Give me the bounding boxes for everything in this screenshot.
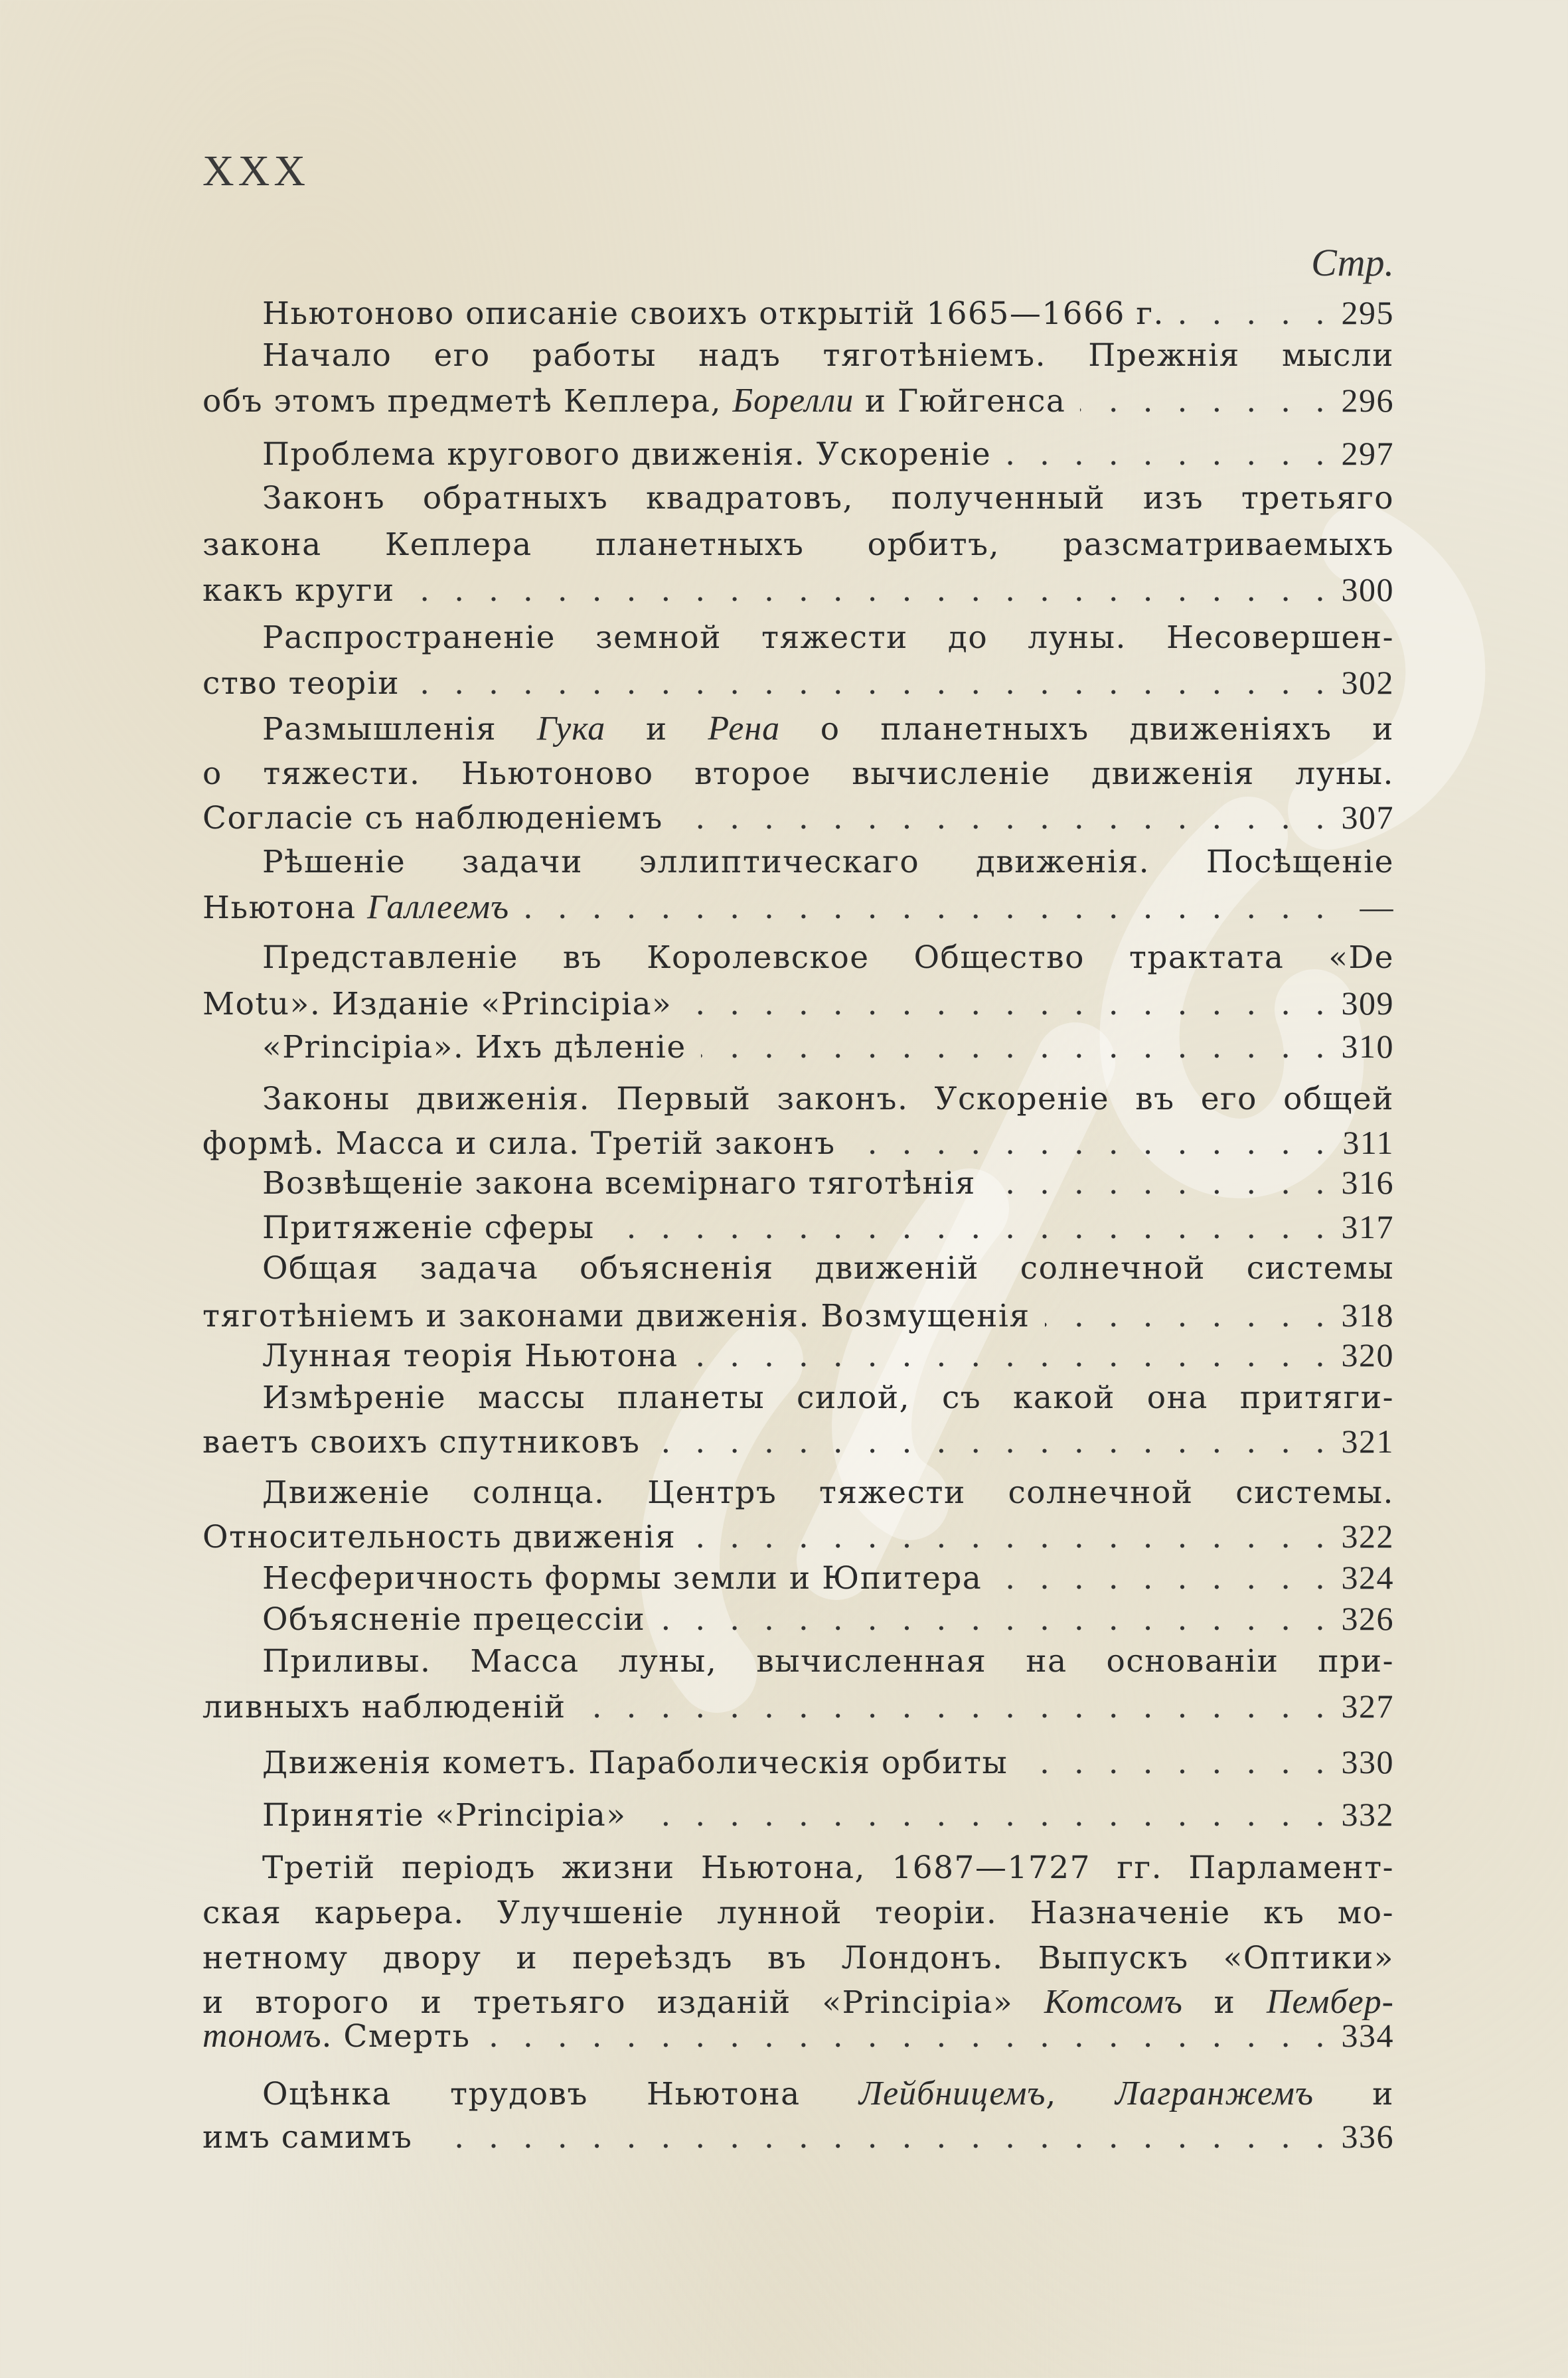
page-number: 307 <box>1341 799 1394 836</box>
dot-leader <box>655 1422 1325 1463</box>
text-segment: закона Кеплера планетныхъ орбитъ, разсматриваемыхъ <box>202 526 1394 563</box>
toc-entry-line <box>262 292 1394 333</box>
text-segment: Размышленія <box>262 711 537 748</box>
text-segment: Ньютоново описаніе своихъ открытій 1665—1666 г. <box>262 295 1164 332</box>
text-segment: о планетныхъ движеніяхъ и <box>780 711 1394 748</box>
dot-leader <box>690 1517 1325 1558</box>
toc-entry-line <box>262 1378 1394 1419</box>
toc-entry-line <box>262 1598 1394 1639</box>
dot-leader <box>485 2016 1325 2057</box>
toc-entry-line <box>262 1162 1394 1203</box>
toc-entry-continuation-line <box>202 1938 1394 1979</box>
toc-entry-line <box>262 1334 1394 1376</box>
text-segment: объ этомъ предметѣ Кеплера, <box>202 383 733 420</box>
page-number: 318 <box>1341 1297 1394 1334</box>
toc-entry-line <box>262 617 1394 659</box>
toc-entry-text <box>262 1472 1394 1514</box>
text-segment: Объясненіе прецессіи <box>262 1601 646 1638</box>
italic-name: тономъ <box>202 2017 322 2055</box>
text-segment: Общая задача объясненія движеній солнечной системы <box>262 1250 1394 1287</box>
toc-entry-text <box>262 1378 1394 1419</box>
toc-entry-continuation-line <box>202 380 1394 421</box>
toc-entry-text <box>262 1163 976 1204</box>
text-segment: Притяженіе сферы <box>262 1210 595 1246</box>
text-segment: нетному двору и переѣздъ въ Лондонъ. Выпускъ «Оптики» <box>202 1940 1394 1976</box>
italic-name: Котсомъ <box>1044 1983 1183 2021</box>
toc-entry-text <box>262 293 1164 335</box>
text-segment: «Principia». Ихъ дѣленіе <box>262 1029 686 1066</box>
text-segment: Возвѣщеніе закона всемірнаго тяготѣнія <box>262 1165 976 1202</box>
toc-entry-text <box>262 2073 1394 2115</box>
text-segment: Движенія кометъ. Параболическія орбиты <box>262 1745 1008 1781</box>
page-number: 334 <box>1341 2017 1394 2054</box>
toc-entry-text <box>262 478 1394 519</box>
text-segment: Несферичность формы земли и Юпитера <box>262 1560 982 1597</box>
text-segment: ская карьера. Улучшеніе лунной теоріи. Назначеніе къ мо- <box>202 1895 1394 1931</box>
text-segment: Приливы. Масса луны, вычисленная на основаніи при- <box>262 1643 1394 1680</box>
toc-entry-line <box>262 433 1394 474</box>
text-segment: Motu». Изданіе «Principia» <box>202 986 672 1022</box>
text-segment: имъ самимъ <box>202 2119 413 2156</box>
page-number: 321 <box>1341 1423 1394 1460</box>
page-number: — <box>1360 888 1394 925</box>
text-segment: Рѣшеніе задачи эллиптическаго движенія. Посѣщеніе <box>262 844 1394 880</box>
toc-entry-text <box>202 380 1065 422</box>
dot-leader <box>414 663 1325 704</box>
dot-leader <box>410 570 1325 611</box>
toc-entry-text <box>262 1599 645 1640</box>
text-segment: какъ круги <box>202 572 395 609</box>
text-segment: Законъ обратныхъ квадратовъ, полученный изъ третьяго <box>262 480 1394 516</box>
toc-entry-text <box>202 984 672 1025</box>
text-segment: Начало его работы надъ тяготѣніемъ. Прежнія мысли <box>262 337 1394 374</box>
text-segment: тяготѣніемъ и законами движенія. Возмущенія <box>202 1298 1030 1334</box>
toc-entry-line <box>262 1848 1394 1889</box>
toc-entry-text <box>202 2016 470 2057</box>
toc-entry-line <box>262 478 1394 519</box>
toc-entry-text <box>202 570 395 611</box>
toc-entry-continuation-line <box>202 569 1394 610</box>
page-number: 296 <box>1341 382 1394 419</box>
toc-entry-text <box>202 2117 412 2158</box>
text-segment: Распространеніе земной тяжести до луны. Несовершен- <box>262 619 1394 656</box>
toc-entry-line <box>262 1741 1394 1783</box>
page-column-label: Стр. <box>1311 241 1394 284</box>
toc-entry-continuation-line <box>202 1516 1394 1557</box>
dot-leader <box>850 1123 1325 1164</box>
toc-entry-line <box>262 1557 1394 1598</box>
toc-entry-text <box>202 1123 835 1164</box>
text-segment: ливныхъ наблюденій <box>202 1689 566 1725</box>
page-number: 316 <box>1341 1164 1394 1201</box>
toc-entry-line <box>262 2073 1394 2114</box>
dot-leader <box>609 1208 1325 1249</box>
page-number: 297 <box>1341 435 1394 472</box>
italic-name: Гука <box>536 710 606 748</box>
toc-entry-line <box>262 1472 1394 1514</box>
page-number: 310 <box>1341 1028 1394 1065</box>
toc-entry-continuation-line <box>202 886 1394 927</box>
text-segment: Измѣреніе массы планеты силой, съ какой она притяги- <box>262 1380 1394 1416</box>
page-number: 302 <box>1341 664 1394 701</box>
text-segment: и <box>1313 2076 1394 2112</box>
toc-entry-text <box>262 335 1394 376</box>
dot-leader <box>996 1558 1325 1599</box>
text-segment: Движеніе солнца. Центръ тяжести солнечной системы. <box>262 1474 1394 1511</box>
text-segment: Третій періодъ жизни Ньютона, 1687—1727 гг. Парламент- <box>262 1850 1394 1886</box>
text-segment: Проблема кругового движенія. Ускореніе <box>262 436 992 473</box>
dot-leader <box>1080 381 1325 422</box>
text-segment: Оцѣнка трудовъ Ньютона <box>262 2076 859 2112</box>
toc-entry-line <box>262 1641 1394 1682</box>
toc-entry-continuation-line <box>202 1295 1394 1336</box>
dot-leader <box>427 2117 1325 2158</box>
dot-leader <box>524 888 1325 929</box>
text-segment: и <box>605 711 708 748</box>
toc-entry-text <box>202 1296 1030 1337</box>
dot-leader <box>990 1163 1325 1204</box>
toc-entry-text <box>262 1641 1394 1682</box>
page-number: 327 <box>1341 1688 1394 1725</box>
toc-entry-text <box>202 1687 566 1728</box>
toc-entry-continuation-line <box>202 1122 1394 1163</box>
page-number: 324 <box>1341 1559 1394 1596</box>
page-number: 309 <box>1341 985 1394 1022</box>
text-segment: и Гюйгенса <box>854 383 1066 420</box>
toc-entry-continuation-line <box>202 1421 1394 1462</box>
dot-leader <box>701 1027 1325 1068</box>
toc-entry-text <box>262 434 991 475</box>
toc-entry-text <box>262 1079 1394 1120</box>
toc-entry-text <box>202 753 1394 795</box>
page-number: 326 <box>1341 1600 1394 1637</box>
dot-leader <box>1006 434 1325 475</box>
toc-entry-text <box>262 842 1394 883</box>
toc-entry-continuation-line <box>202 662 1394 703</box>
italic-name: Пембер- <box>1266 1983 1394 2021</box>
page-number: 336 <box>1341 2118 1394 2155</box>
toc-entry-text <box>262 1743 1008 1784</box>
toc-entry-text <box>262 1558 982 1599</box>
toc-entry-text <box>202 1938 1394 1979</box>
toc-entry-text <box>262 1027 686 1068</box>
text-segment: Представленіе въ Королевское Общество трактата «De <box>262 939 1394 976</box>
page-number: 295 <box>1341 294 1394 331</box>
toc-entry-line <box>262 1079 1394 1120</box>
toc-entry-line <box>262 708 1394 750</box>
text-segment: ство теоріи <box>202 665 400 702</box>
italic-name: Лагранжемъ <box>1115 2075 1314 2112</box>
text-segment: Законы движенія. Первый законъ. Ускореніе въ его общей <box>262 1081 1394 1117</box>
toc-entry-text <box>202 887 509 929</box>
toc-entry-text <box>262 1848 1394 1889</box>
page-number: 322 <box>1341 1518 1394 1555</box>
toc-entry-text <box>262 1208 595 1249</box>
toc-entry-line <box>262 1026 1394 1067</box>
text-segment: Лунная теорія Ньютона <box>262 1338 678 1374</box>
toc-entry-text <box>262 1336 678 1377</box>
text-segment: ваетъ своихъ спутниковъ <box>202 1424 641 1461</box>
italic-name: Лейбницемъ <box>858 2075 1046 2112</box>
toc-entry-continuation-line <box>202 1893 1394 1934</box>
text-segment: Согласіе съ наблюденіемъ <box>202 800 663 836</box>
toc-entry-line <box>262 335 1394 376</box>
text-segment: и второго и третьяго изданій «Principia» <box>202 1984 1044 2021</box>
italic-name: Борелли <box>732 382 854 420</box>
page-number: 320 <box>1341 1336 1394 1374</box>
toc-entry-text <box>202 798 663 839</box>
toc-entry-continuation-line <box>202 1686 1394 1727</box>
toc-entry-text <box>262 1248 1394 1289</box>
toc-entry-line <box>262 1248 1394 1289</box>
dot-leader <box>1179 293 1325 335</box>
toc-entry-line <box>262 1206 1394 1247</box>
dot-leader <box>1022 1743 1325 1784</box>
dot-leader <box>678 798 1325 839</box>
toc-entry-continuation-line <box>202 2116 1394 2157</box>
toc-entry-continuation-line <box>202 983 1394 1024</box>
text-segment: Ньютона <box>202 890 368 926</box>
page-number: 330 <box>1341 1743 1394 1781</box>
page-number: 332 <box>1341 1796 1394 1833</box>
text-segment: и <box>1182 1984 1267 2021</box>
page-number: 317 <box>1341 1208 1394 1245</box>
toc-entry-line <box>262 937 1394 979</box>
toc-entry-continuation-line <box>202 524 1394 566</box>
toc-entry-text <box>202 1422 640 1463</box>
dot-leader <box>641 1795 1325 1836</box>
toc-entry-continuation-line <box>202 753 1394 795</box>
dot-leader <box>660 1599 1325 1640</box>
text-segment: Относительность движенія <box>202 1519 676 1555</box>
toc-entry-continuation-line <box>202 797 1394 838</box>
dot-leader <box>581 1687 1325 1728</box>
text-segment: Принятіе «Principia» <box>262 1797 627 1834</box>
toc-entry-text <box>262 617 1394 659</box>
italic-name: Галлеемъ <box>367 888 510 926</box>
running-head-page-number: XXX <box>202 147 309 195</box>
page-number: 311 <box>1342 1124 1394 1161</box>
text-segment: о тяжести. Ньютоново второе вычисленіе движенія луны. <box>202 755 1394 792</box>
text-segment: формѣ. Масса и сила. Третій законъ <box>202 1125 836 1162</box>
toc-entry-text <box>262 708 1394 750</box>
toc-entry-text <box>202 524 1394 566</box>
toc-entry-text <box>202 663 400 704</box>
dot-leader <box>1045 1296 1325 1337</box>
text-segment: . Смерть <box>321 2018 471 2055</box>
toc-entry-text <box>262 937 1394 979</box>
dot-leader <box>686 984 1325 1025</box>
toc-entry-line <box>262 1794 1394 1835</box>
toc-entry-line <box>262 842 1394 883</box>
toc-entry-text <box>202 1517 676 1558</box>
dot-leader <box>693 1336 1325 1377</box>
toc-entry-text <box>202 1893 1394 1934</box>
toc-entry-text <box>262 1795 627 1836</box>
page-number: 300 <box>1341 571 1394 608</box>
toc-entry-continuation-line <box>202 2015 1394 2056</box>
text-segment: , <box>1046 2076 1116 2112</box>
italic-name: Рена <box>708 710 781 748</box>
